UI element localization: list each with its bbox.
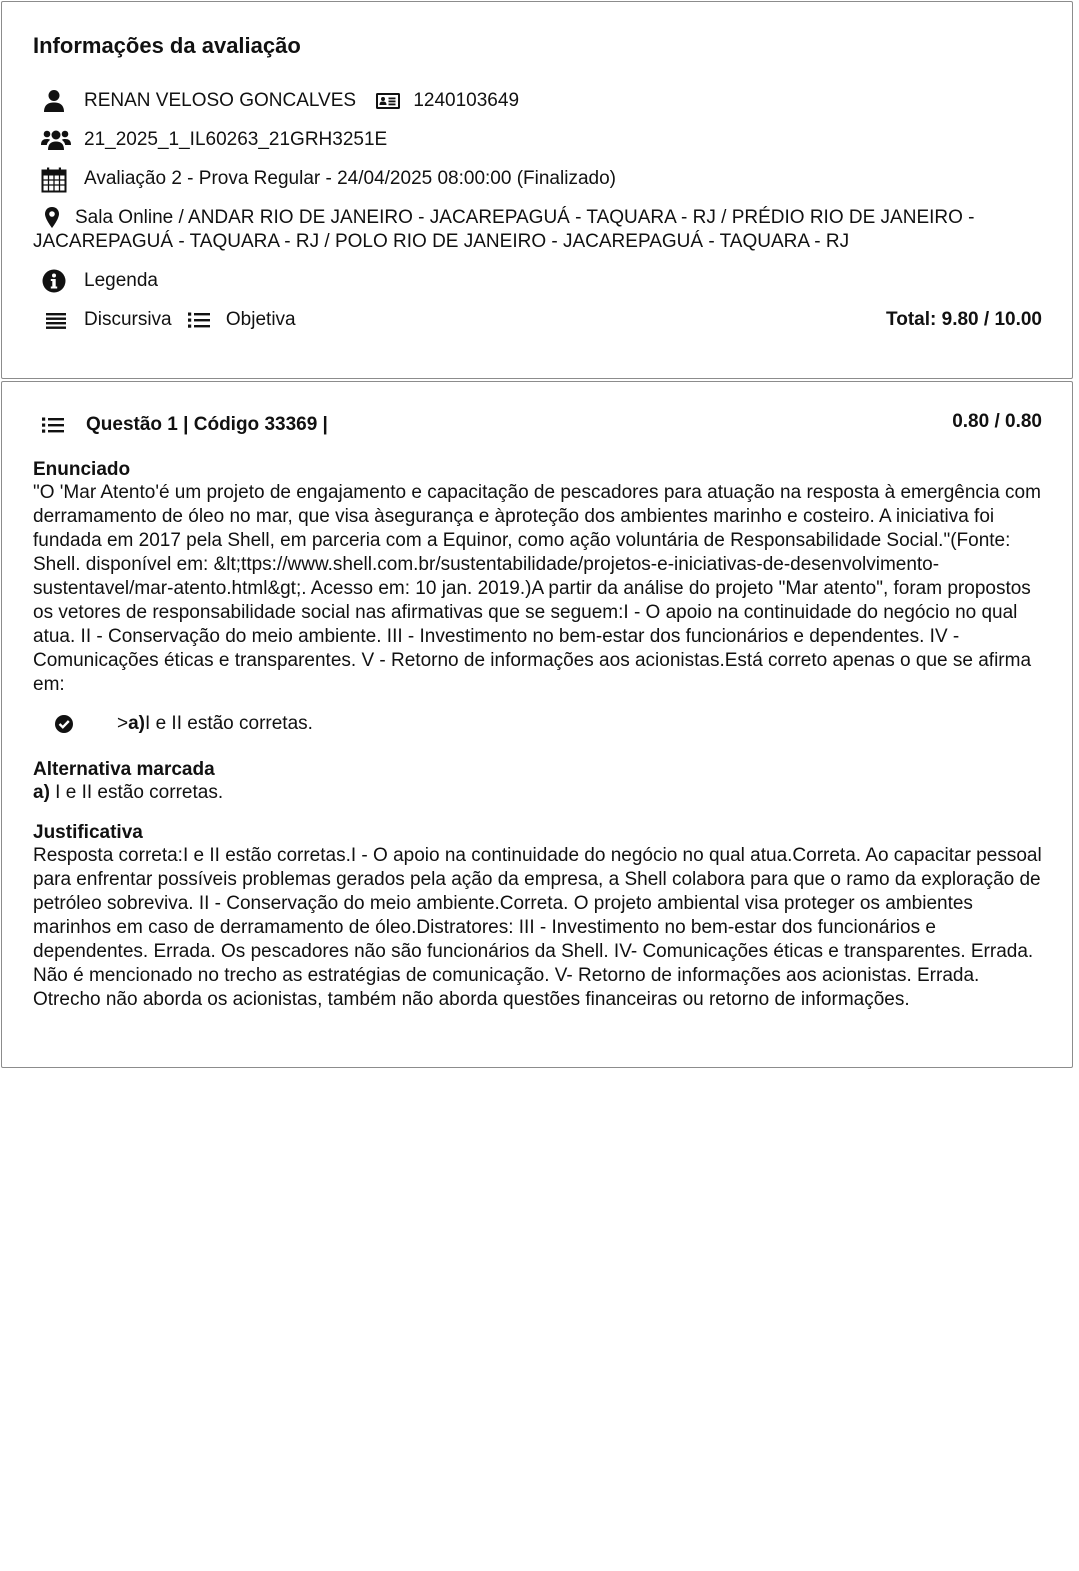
info-circle-icon <box>42 269 66 293</box>
location-row <box>33 206 1042 254</box>
legend-label: Legenda <box>84 270 158 291</box>
question-title: Questão 1 | Código 33369 | <box>86 414 328 435</box>
assessment-info-card <box>1 1 1073 379</box>
id-card-icon <box>375 89 401 113</box>
statement-label: Enunciado <box>33 459 131 480</box>
statement-section <box>33 459 1042 697</box>
question-card <box>1 381 1073 1068</box>
objective-question-icon <box>41 413 65 437</box>
legend-objective: Objetiva <box>225 309 296 330</box>
user-icon <box>41 89 67 113</box>
marked-answer <box>33 781 1042 805</box>
check-circle-icon <box>53 712 75 736</box>
option-letter: a) <box>128 713 146 734</box>
legend-discursive: Discursiva <box>84 309 172 330</box>
location-text: Sala Online / ANDAR RIO DE JANEIRO - JACAREPAGUÁ - TAQUARA - RJ / PRÉDIO RIO DE JANEIRO - JACAREPAGUÁ - TAQUARA - RJ / POLO RIO DE JANEIRO - JACAREPAGUÁ - TAQUARA - RJ <box>33 207 975 252</box>
marked-letter: a) <box>33 782 50 803</box>
statement-text: "O 'Mar Atento'é um projeto de engajamento e capacitação de pescadores para atuação na resposta à emergência com derramamento de óleo no mar, que visa àsegurança e àproteção dos ambientes marinho e costeiro. A iniciativa foi fundada em 2017 pela Shell, em parceria com a Equinor, como ação voluntária de Responsabilidade Social."(Fonte: Shell. disponível em: &lt;ttps://www.shell.com.br/sustentabilidade/projetos-e-iniciativas-de-desenvolvimento-sustentavel/mar-atento.html&gt;. Acesso em: 10 jan. 2019.)A partir da análise do projeto "Mar atento", foram propostos os vetores de responsabilidade social nas afirmativas que se seguem:I - O apoio na continuidade do negócio no qual atua. II - Conservação do meio ambiente. III - Investimento no bem-estar dos funcionários e dependentes. IV - Comunicações éticas e transparentes. V - Retorno de informações aos acionistas.Está correto apenas o que se afirma em: <box>33 482 1041 695</box>
justification-label: Justificativa <box>33 822 143 843</box>
option-text: I e II estão corretas. <box>145 713 313 734</box>
objective-list-icon <box>187 308 213 332</box>
student-id: 1240103649 <box>413 90 520 111</box>
marked-text: I e II estão corretas. <box>49 782 224 803</box>
legend-row <box>33 269 1042 293</box>
discursive-icon <box>45 308 67 332</box>
info-title: Informações da avaliação <box>33 33 301 58</box>
marked-label: Alternativa marcada <box>33 759 215 780</box>
student-row <box>33 89 1042 113</box>
option-prefix: > <box>117 713 129 734</box>
class-code: 21_2025_1_IL60263_21GRH3251E <box>84 129 388 150</box>
student-name: RENAN VELOSO GONCALVES <box>84 90 357 111</box>
map-marker-icon <box>44 206 60 230</box>
correct-option-row <box>53 712 313 736</box>
assessment-row <box>33 167 1042 191</box>
justification-section <box>33 822 1042 1012</box>
justification-text: Resposta correta:I e II estão corretas.I - O apoio na continuidade do negócio no qual atua.Correta. Ao capacitar pessoal para enfrentar possíveis problemas gerados pela ação da empresa, a Shell colabora para que o ramo da exploração de petróleo sobreviva. II - Conservação do meio ambiente.Correta. O projeto ambiental visa proteger os ambientes marinhos em caso de derramamento de óleo.Distratores: III - Investimento no bem-estar dos funcionários e dependentes. Errada. Os pescadores não são funcionários da Shell. IV- Comunicações éticas e transparentes. Errada. Não é mencionado no trecho as estratégias de comunicação. V- Retorno de informações aos acionistas. Errada. Otrecho não aborda os acionistas, também não aborda questões financeiras ou retorno de informações. <box>33 845 1042 1010</box>
users-icon <box>41 128 67 152</box>
marked-section <box>33 759 1042 805</box>
question-header <box>41 413 328 437</box>
question-score: 0.80 / 0.80 <box>952 411 1042 432</box>
total-score: Total: 9.80 / 10.00 <box>886 309 1042 330</box>
assessment-detail: Avaliação 2 - Prova Regular - 24/04/2025 08:00:00 (Finalizado) <box>84 168 616 189</box>
class-row <box>33 128 1042 152</box>
calendar-icon <box>41 167 67 191</box>
